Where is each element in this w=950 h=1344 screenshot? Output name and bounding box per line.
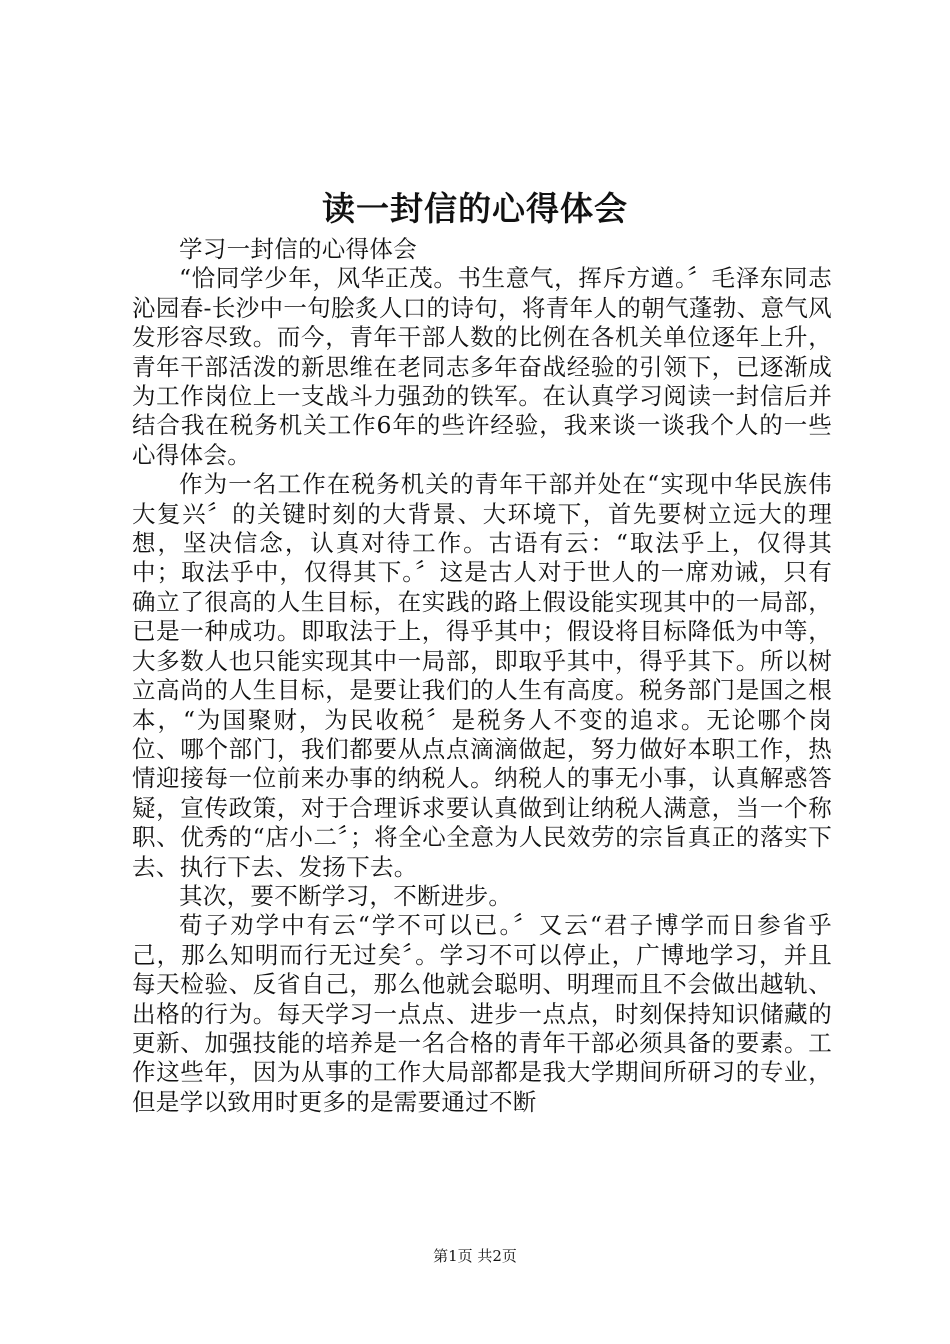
page-number: 第1页 [433, 1247, 473, 1265]
paragraph-subtitle: 学习一封信的心得体会 [179, 235, 417, 263]
paragraph-intro: “恰同学少年，风华正茂。书生意气，挥斥方遒。〞毛泽东同志沁园春-长沙中一句脍炙人口的诗句，将青年人的朝气蓬勃、意气风发形容尽致。而今，青年干部人数的比例在各机关单位逐年上升，青年干部活泼的新思维在老同志多年奋战经验的引领下，已逐渐成为工作岗位上一支战斗力强劲的铁军。在认真学习阅读一封信后并结合我在税务机关工作6年的些许经验，我来谈一谈我个人的一些心得体会。 [132, 264, 832, 469]
paragraph-learning: 荀子劝学中有云“学不可以已。〞又云“君子博学而日参省乎己，那么知明而行无过矣〞。学习不可以停止，广博地学习，并且每天检验、反省自己，那么他就会聪明、明理而且不会做出越轨、出格的行为。每天学习一点点、进步一点点，时刻保持知识储藏的更新、加强技能的培养是一名合格的青年干部必须具备的要素。工作这些年，因为从事的工作大局部都是我大学期间所研习的专业，但是学以致用时更多的是需要通过不断 [132, 911, 832, 1116]
document-body [132, 235, 832, 1117]
paragraph-second-point: 其次，要不断学习，不断进步。 [179, 881, 513, 910]
paragraph-ideals: 作为一名工作在税务机关的青年干部并处在“实现中华民族伟大复兴〞的关键时刻的大背景、大环境下，首先要树立远大的理想，坚决信念，认真对待工作。古语有云：“取法乎上，仅得其中；取法乎中，仅得其下。〞这是古人对于世人的一席劝诫，只有确立了很高的人生目标，在实践的路上假设能实现其中的一局部，已是一种成功。即取法于上，得乎其中；假设将目标降低为中等，大多数人也只能实现其中一局部，即取乎其中，得乎其下。所以树立高尚的人生目标，是要让我们的人生有高度。税务部门是国之根本，“为国聚财，为民收税〞是税务人不变的追求。无论哪个岗位、哪个部门，我们都要从点点滴滴做起，努力做好本职工作，热情迎接每一位前来办事的纳税人。纳税人的事无小事，认真解惑答疑，宣传政策，对于合理诉求要认真做到让纳税人满意，当一个称职、优秀的“店小二〞；将全心全意为人民效劳的宗旨真正的落实下去、执行下去、发扬下去。 [132, 470, 832, 881]
document-title: 读一封信的心得体会 [322, 189, 628, 228]
page-footer [0, 1246, 950, 1266]
page-total: 共2页 [477, 1247, 517, 1265]
